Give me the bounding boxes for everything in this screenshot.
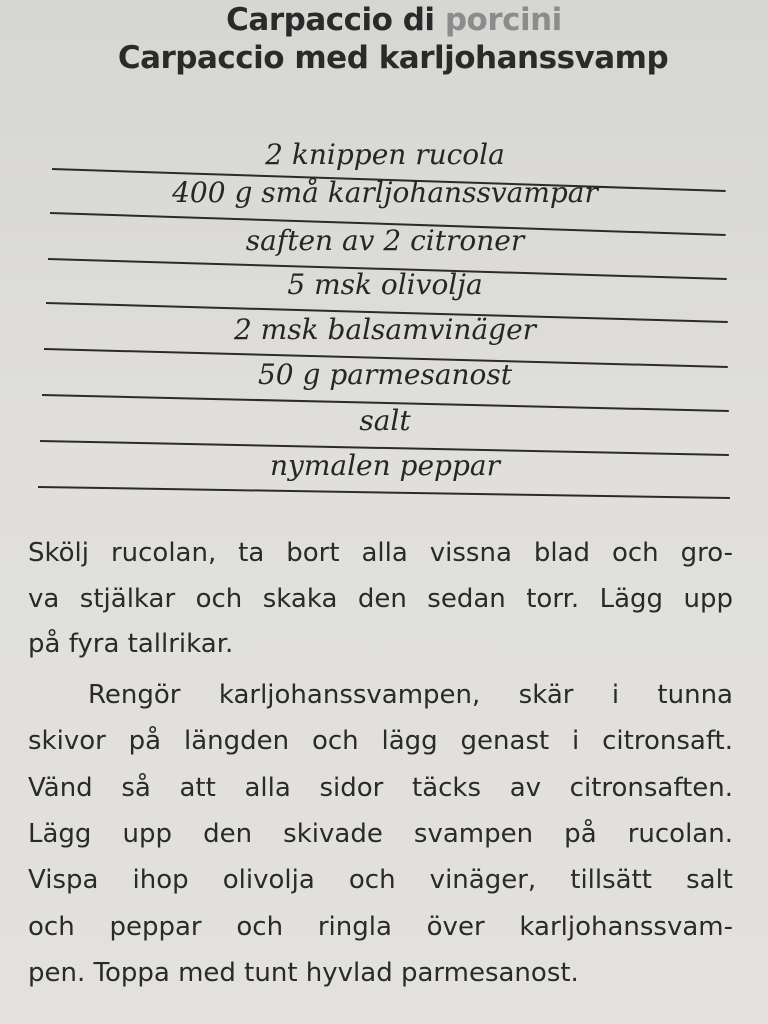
ingredient-item: 5 msk olivolja xyxy=(287,268,483,301)
title-italian-main: Carpaccio di xyxy=(226,2,445,38)
instruction-line: på fyra tallrikar. xyxy=(28,629,234,659)
instructions-paragraph-1 xyxy=(28,538,733,675)
ingredient-item: 2 msk balsamvinäger xyxy=(233,313,537,346)
instruction-line: och peppar och ringla över karljohanssvam- xyxy=(28,911,733,942)
instructions-paragraph-2 xyxy=(28,680,733,1004)
instruction-line: pen. Toppa med tunt hyvlad parmesanost. xyxy=(28,957,579,988)
instruction-line: Vispa ihop olivolja och vinäger, tillsätt salt xyxy=(28,865,733,896)
ingredient-item: saften av 2 citroner xyxy=(245,224,525,257)
instruction-line: Vänd så att alla sidor täcks av citronsaften. xyxy=(28,772,733,803)
instruction-line: Rengör karljohanssvampen, skär i tunna xyxy=(88,680,733,710)
ingredient-rule-line xyxy=(38,486,730,499)
title-italian-accent: porcini xyxy=(444,2,562,38)
ingredient-item: salt xyxy=(359,404,411,437)
recipe-title-swedish: Carpaccio med karljohanssvamp xyxy=(117,40,669,76)
ingredient-item: 50 g parmesanost xyxy=(257,358,513,391)
instruction-line: skivor på längden och lägg genast i citronsaft. xyxy=(28,726,733,757)
instruction-line: Skölj rucolan, ta bort alla vissna blad och gro- xyxy=(28,538,733,568)
instruction-line: Lägg upp den skivade svampen på rucolan. xyxy=(28,818,733,849)
ingredient-item: 2 knippen rucola xyxy=(265,138,505,171)
instruction-line: va stjälkar och skaka den sedan torr. Lägg upp xyxy=(28,583,733,614)
ingredient-item: nymalen peppar xyxy=(270,449,500,482)
ingredient-item: 400 g små karljohanssvampar xyxy=(172,176,598,209)
